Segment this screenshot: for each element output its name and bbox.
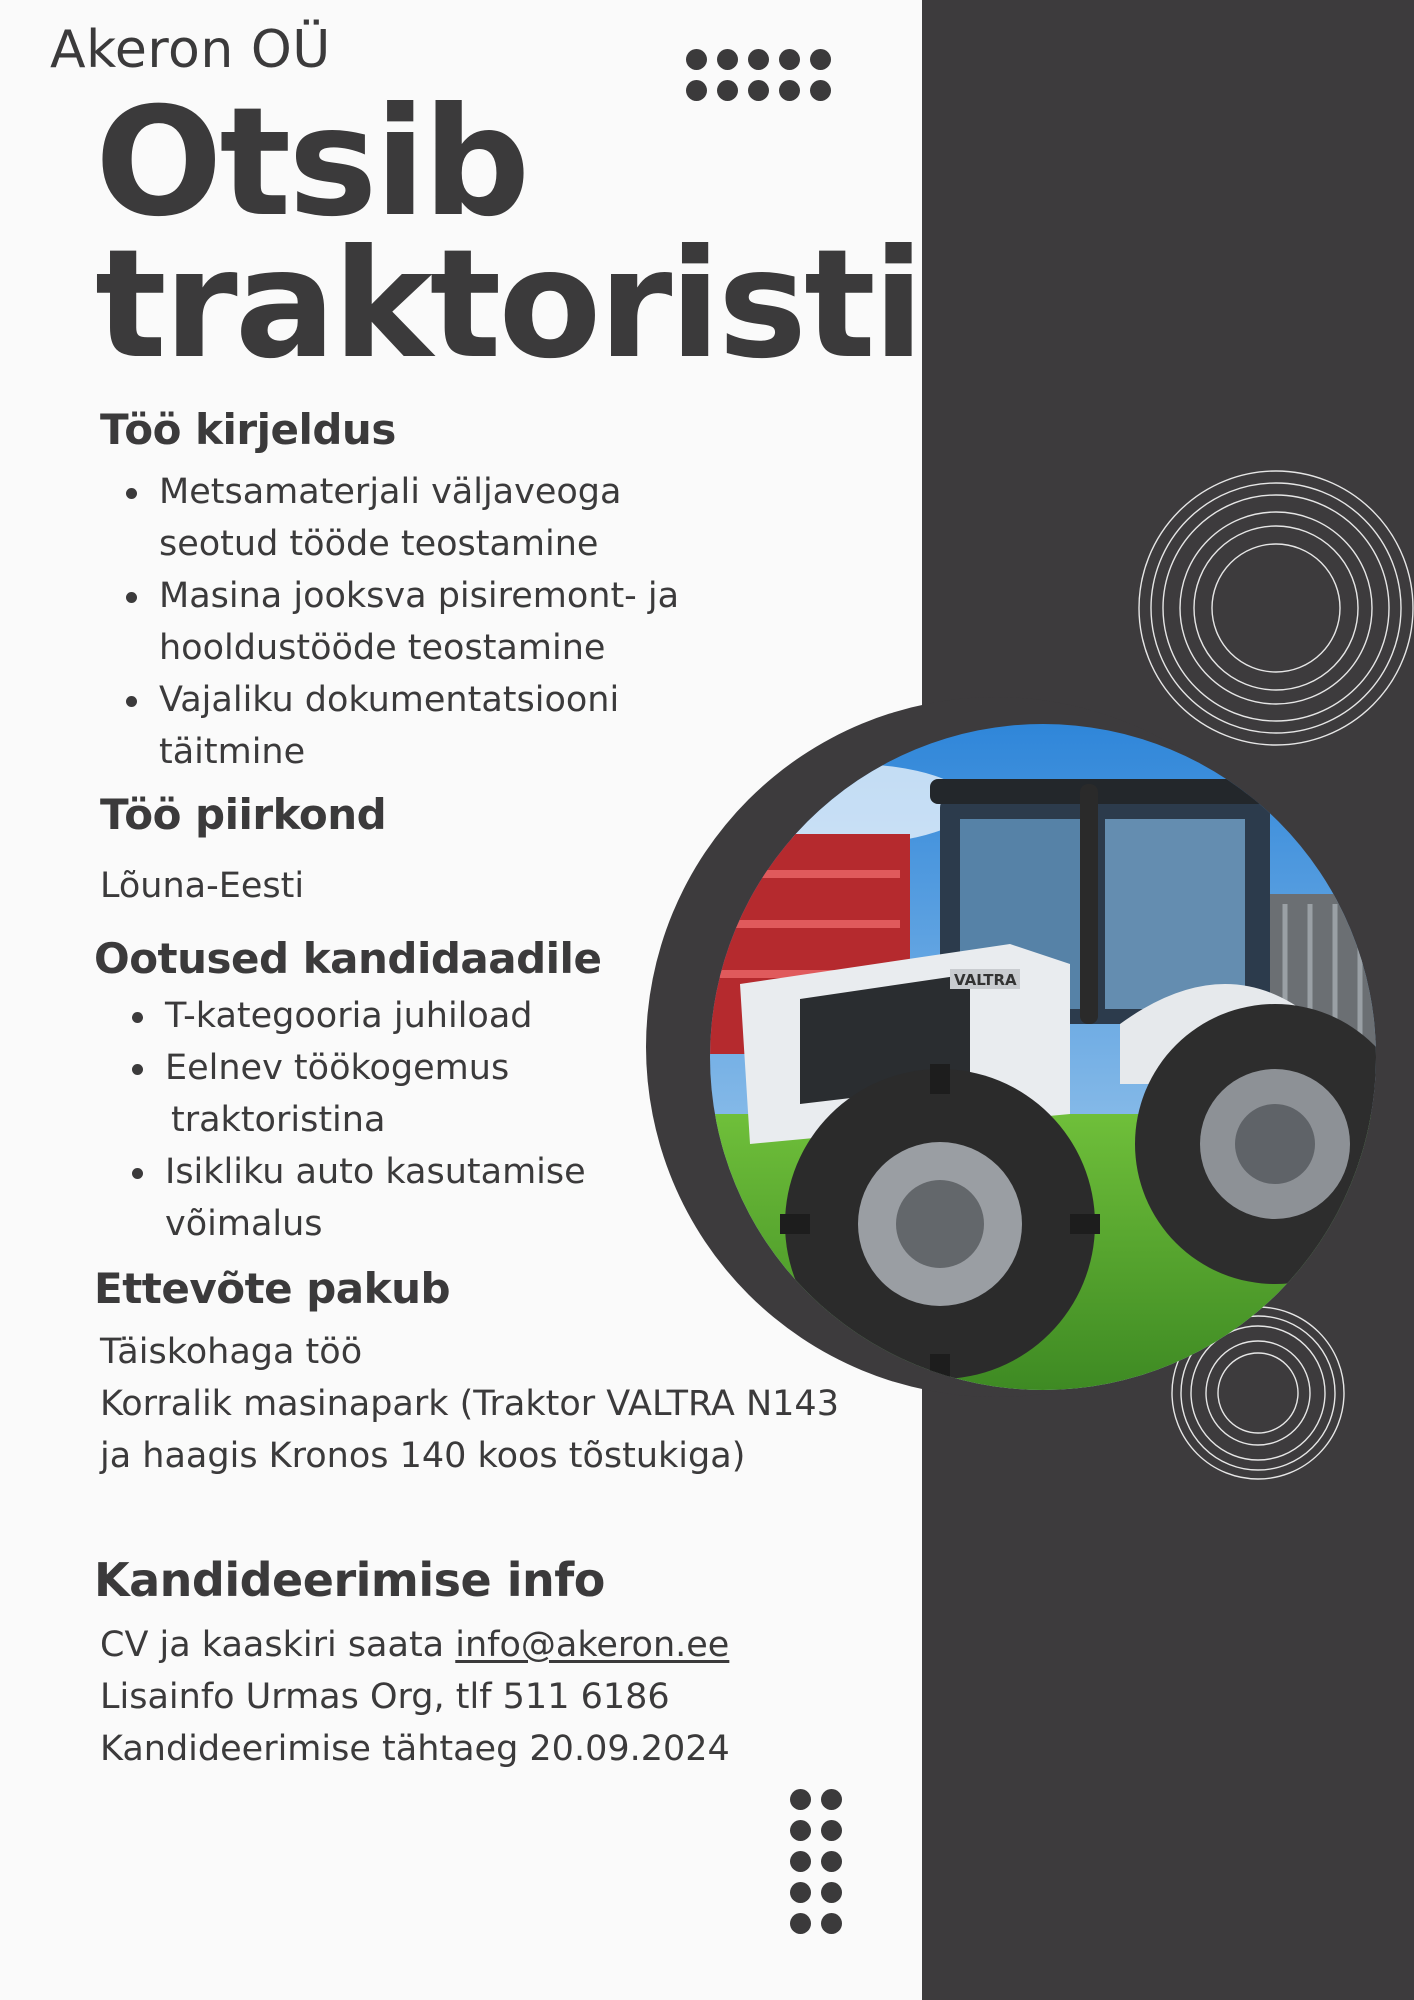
expectations-title: Ootused kandidaadile <box>94 934 602 983</box>
region-title: Töö piirkond <box>100 790 387 839</box>
deadline-line: Kandideerimise tähtaeg 20.09.2024 <box>100 1729 730 1769</box>
decorative-dot-grid-bottom <box>790 1789 842 1934</box>
headline-line-1: Otsib <box>95 76 528 250</box>
headline-line-2: traktoristi <box>95 218 922 392</box>
offer-title: Ettevõte pakub <box>94 1264 451 1313</box>
headline <box>95 76 922 392</box>
tractor-badge: VALTRA <box>954 971 1017 989</box>
offer-line: ja haagis Kronos 140 koos tõstukiga) <box>100 1436 746 1476</box>
list-item: Metsamaterjali väljaveoga seotud tööde teostamine <box>124 466 679 570</box>
list-item: T-kategooria juhiload <box>130 990 586 1042</box>
cv-line <box>100 1619 730 1671</box>
job-description-list <box>124 466 679 778</box>
list-item: Eelnev töökogemus traktoristina <box>130 1042 586 1146</box>
tractor-photo <box>710 724 1376 1390</box>
list-item: Isikliku auto kasutamise võimalus <box>130 1146 586 1250</box>
apply-title: Kandideerimise info <box>94 1553 605 1607</box>
cv-text: CV ja kaaskiri saata <box>100 1625 445 1665</box>
list-item: Masina jooksva pisiremont- ja hooldustööde teostamine <box>124 570 679 674</box>
offer-line: Korralik masinapark (Traktor VALTRA N143 <box>100 1384 839 1424</box>
email-link[interactable]: info@akeron.ee <box>455 1625 730 1665</box>
list-item: Vajaliku dokumentatsiooni täitmine <box>124 674 679 778</box>
concentric-rings-decoration <box>1136 468 1414 748</box>
company-name: Akeron OÜ <box>50 20 331 80</box>
offer-text <box>100 1326 839 1482</box>
expectations-list <box>130 990 586 1250</box>
contact-line: Lisainfo Urmas Org, tlf 511 6186 <box>100 1677 670 1717</box>
job-description-title: Töö kirjeldus <box>100 405 396 454</box>
region-value: Lõuna-Eesti <box>100 866 305 906</box>
apply-text <box>100 1619 730 1775</box>
offer-line: Täiskohaga töö <box>100 1332 363 1372</box>
